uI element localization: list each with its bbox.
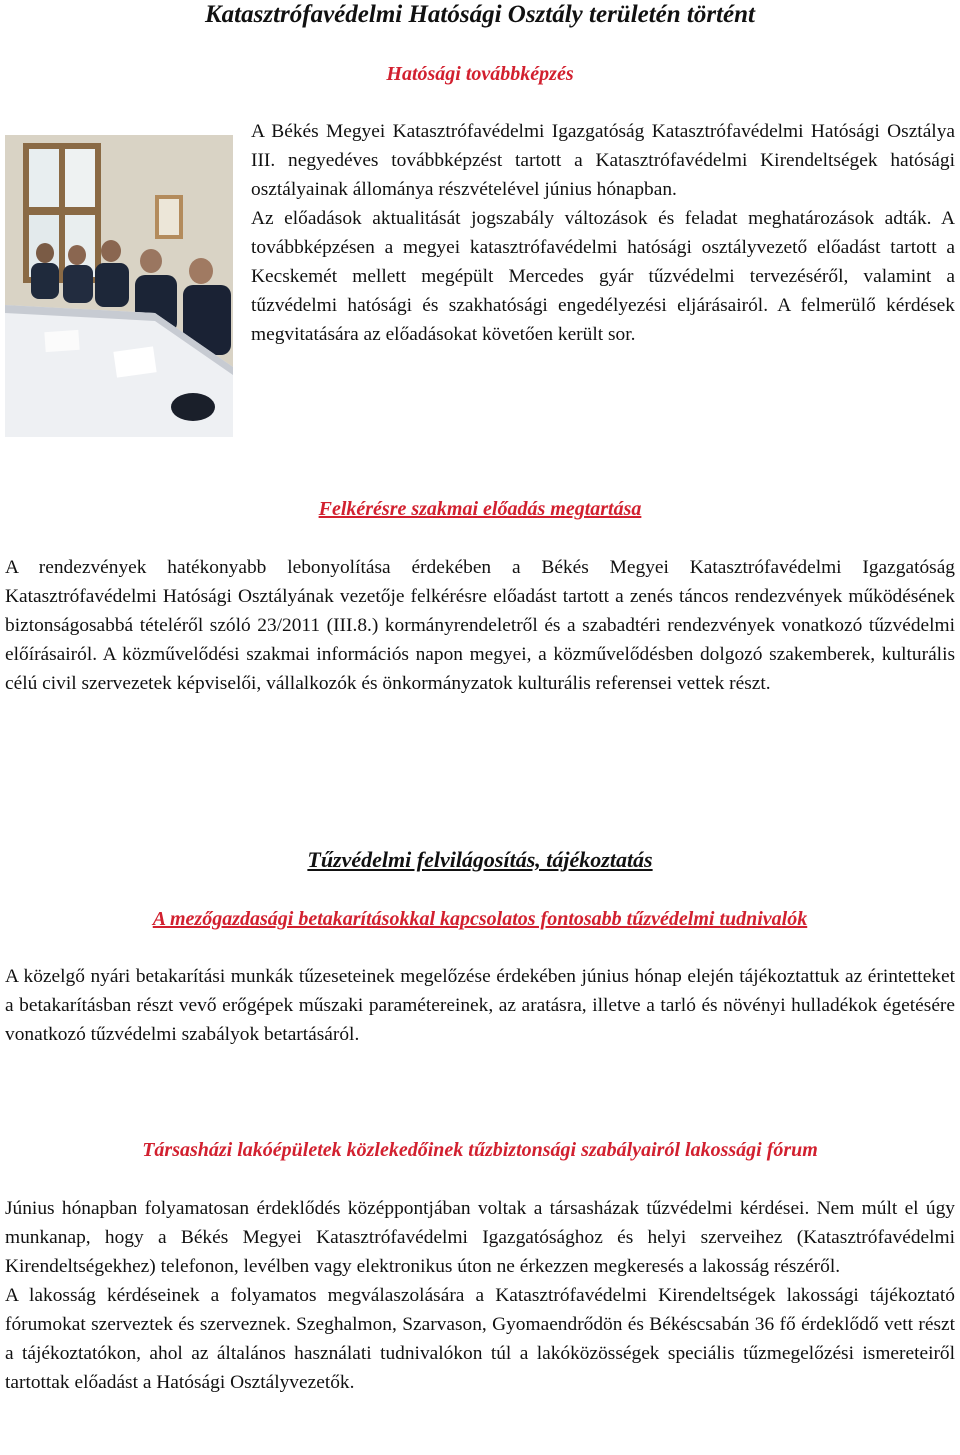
section-heading-lecture: Felkérésre szakmai előadás megtartása	[318, 498, 642, 520]
training-text	[251, 117, 955, 349]
harvest-paragraph: A közelgő nyári betakarítási munkák tűzeseteinek megelőzése érdekében június hónap elején tájékoztattuk az érintetteket a betakarításban részt vevő erőgépek műszaki paramétereinek, az aratásra, illetve a tarló és növényi hulladékok égetésére vonatkozó tűzvédelmi szabályok betartásáról.	[5, 966, 955, 1045]
page-title: Katasztrófavédelmi Hatósági Osztály területén történt	[205, 1, 755, 28]
lecture-paragraph: A rendezvények hatékonyabb lebonyolítása érdekében a Békés Megyei Katasztrófavédelmi Igazgatóság Katasztrófavédelmi Hatósági Osztályának vezetője felkérésre előadást tartott a zenés táncos rendezvények működésének biztonságosabbá tételéről szóló 23/2011 (III.8.) kormányrendeletről és a szabadtéri rendezvények vonatkozó tűzvédelmi előírásairól. A közművelődési szakmai információs napon megyei, a közművelődésben dolgozó szakemberek, kulturális célú civil szervezetek képviselői, vállalkozók és önkormányzatok kulturális referensei vettek részt.	[5, 557, 955, 694]
section-heading-fire-info: Tűzvédelmi felvilágosítás, tájékoztatás	[307, 847, 653, 872]
forum-paragraph-1: Június hónapban folyamatosan érdeklődés középpontjában voltak a társasházak tűzvédelmi kérdései. Nem múlt el úgy munkanap, hogy a Békés Megyei Katasztrófavédelmi Igazgatósághoz és helyi szerveihez (Katasztrófavédelmi Kirendeltségekhez) telefonon, levélben vagy elektronikus úton ne érkezzen megkeresés a lakosság részéről.	[5, 1198, 955, 1277]
training-paragraph-2: Az előadások aktualitását jogszabály változások és feladat meghatározások adták. A továbbképzésen a megyei katasztrófavédelmi hatósági osztályvezető előadást tartott a Kecskemét mellett megépült Mercedes gyár tűzvédelmi tervezéséről, valamint a tűzvédelmi hatósági és szakhatósági engedélyezési eljárásairól. A felmerülő kérdések megvitatására az előadásokat követően került sor.	[251, 208, 955, 345]
forum-paragraph-2: A lakosság kérdéseinek a folyamatos megválaszolására a Katasztrófavédelmi Kirendeltségek lakossági tájékoztató fórumokat szerveztek és szerveznek. Szeghalmon, Szarvason, Gyomaendrődön és Békéscsabán 36 fő érdeklődő vett részt a tájékoztatókon, ahol az általános használati tudnivalókon túl a lakóközösségek speciális tűzmegelőzési ismereteiről tartottak előadást a Hatósági Osztályvezetők.	[5, 1285, 955, 1393]
forum-text	[5, 1194, 955, 1397]
section-heading-training: Hatósági továbbképzés	[386, 63, 574, 85]
section-heading-forum: Társasházi lakóépületek közlekedőinek tűzbiztonsági szabályairól lakossági fórum	[142, 1139, 818, 1161]
training-paragraph-1: A Békés Megyei Katasztrófavédelmi Igazgatóság Katasztrófavédelmi Hatósági Osztálya III. negyedéves továbbképzést tartott a Katasztrófavédelmi Kirendeltségek hatósági osztályainak állománya részvételével június hónapban.	[251, 121, 955, 200]
subheading-harvest: A mezőgazdasági betakarításokkal kapcsolatos fontosabb tűzvédelmi tudnivalók	[152, 908, 808, 930]
training-photo	[5, 135, 233, 437]
